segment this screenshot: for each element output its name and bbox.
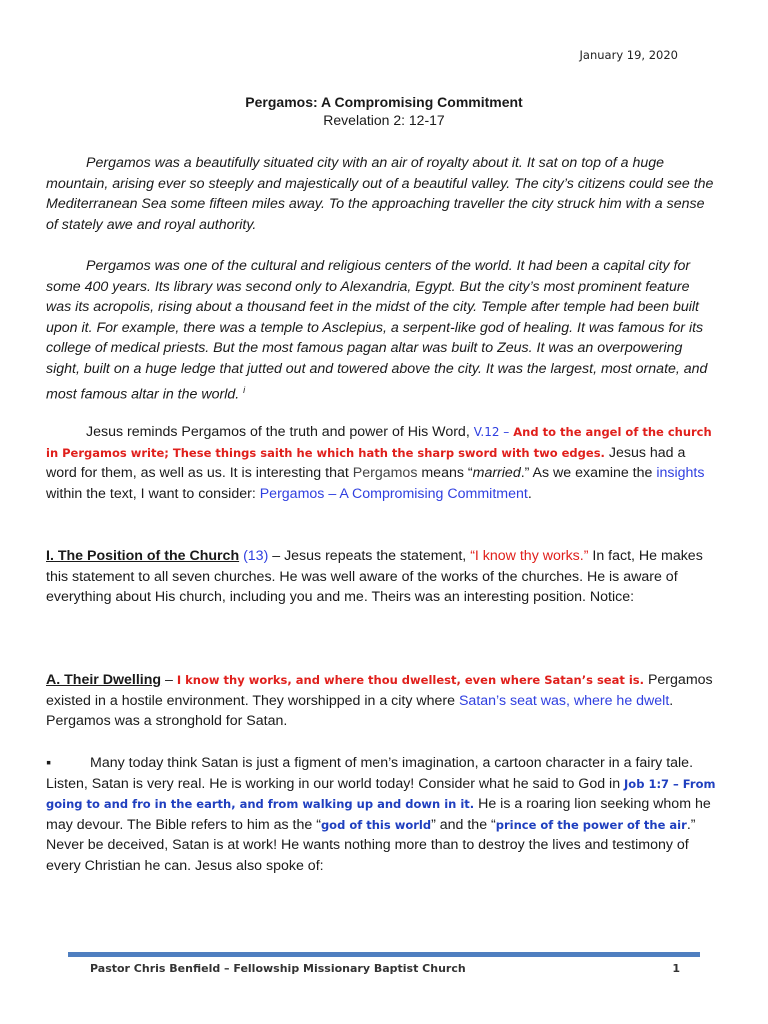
section-1-text-a: – Jesus repeats the statement, [268, 548, 471, 564]
section-a-quote: I know thy works, and where thou dwellest, even where Satan’s seat is. [176, 673, 645, 687]
section-1 [46, 546, 716, 608]
footer-rule [68, 952, 700, 957]
section-1-text-b: In fact, He makes this statement to all seven churches. He was well aware of the works of the churches. He is aware of everything about His church, including you and me. Theirs was an interesting position. Notice: [46, 548, 703, 606]
bullet-1-prince: prince of the power of the air [495, 817, 687, 832]
date: January 19, 2020 [579, 48, 678, 62]
scripture-reference: Revelation 2: 12-17 [323, 112, 445, 128]
p3-pergamos: Pergamos [352, 465, 418, 482]
p3-topic: Pergamos – A Compromising Commitment [259, 485, 528, 502]
section-a-blue: Satan’s seat was, where he dwelt [458, 692, 670, 709]
p3-text-e: within the text, I want to consider: [46, 485, 260, 502]
footer-author: Pastor Chris Benfield – Fellowship Missionary Baptist Church [90, 962, 466, 975]
verse-quote: And to the angel of the church in Pergamos write; These things saith he which hath the sharp sword with two edges. [46, 425, 712, 460]
page-number: 1 [672, 962, 680, 975]
bullet-1-job: Job 1:7 – From going to and fro in the earth, and from walking up and down in it. [46, 776, 716, 812]
title-block [0, 93, 768, 129]
bullet-1-text-b: He is a roaring lion seeking whom he may devour. The Bible refers to him as the “ [46, 796, 711, 833]
section-1-heading: I. The Position of the Church [46, 548, 240, 564]
bullet-1-god: god of this world [320, 817, 432, 832]
bullet-1-text-d: .” Never be deceived, Satan is at work! He wants nothing more than to destroy the lives and testimony of every Christian he can. Jesus also spoke of: [46, 816, 696, 874]
paragraph-1-text: Pergamos was a beautifully situated city with an air of royalty about it. It sat on top of a huge mountain, arising ever so steeply and majestically out of a beautiful valley. The city’s citizens could see the Mediterranean Sea some fifteen miles away. To the approaching traveller the city struck him with a sense of stately awe and royal authority. [46, 155, 714, 233]
paragraph-3 [46, 422, 716, 504]
bullet-1 [46, 753, 716, 877]
section-a [46, 670, 716, 732]
p3-text-f: . [527, 485, 532, 502]
paragraph-2-text: Pergamos was one of the cultural and religious centers of the world. It had been a capital city for some 400 years. Its library was second only to Alexandria, Egypt. But the city’s most prominent feature was its acropolis, rising about a thousand feet in the midst of the city. Temple after temple had been built upon it. For example, there was a temple to Asclepius, a serpent-like god of healing. It was famous for its college of medical priests. But the most famous pagan altar was built to Zeus. It was an overpowering sight, built on a huge ledge that jutted out and towered above the city. It was the largest, most ornate, and most famous altar in the world. [46, 258, 708, 403]
section-1-ref: (13) [243, 548, 269, 564]
footer [90, 962, 680, 975]
bullet-marker: ▪ [46, 755, 52, 771]
p3-text-c: means “ [417, 465, 473, 482]
section-a-text-b: . Pergamos was a stronghold for Satan. [46, 692, 674, 730]
section-a-heading: A. Their Dwelling [46, 672, 162, 688]
p3-text-d: .” As we examine the [520, 465, 657, 482]
section-a-dash: – [161, 672, 177, 688]
paragraph-2 [46, 256, 716, 405]
section-1-quote: “I know thy works.” [470, 548, 589, 564]
p3-insights: insights [656, 465, 705, 482]
section-a-text-a: Pergamos existed in a hostile environment. They worshipped in a city where [46, 672, 713, 709]
bullet-1-text-a: Many today think Satan is just a figment of men’s imagination, a cartoon character in a fairy tale. Listen, Satan is very real. He is working in our world today! Consider what he said to God in [46, 755, 694, 792]
p3-married: married [472, 465, 521, 482]
sermon-title: Pergamos: A Compromising Commitment [245, 94, 523, 110]
verse-ref: V.12 – [473, 425, 510, 439]
bullet-1-text-c: ” and the “ [431, 816, 496, 833]
p3-text-a: Jesus reminds Pergamos of the truth and power of His Word, [86, 424, 474, 440]
p3-text-b: Jesus had a word for them, as well as us. It is interesting that [46, 444, 686, 482]
endnote-marker: i [243, 384, 246, 395]
paragraph-1 [46, 153, 716, 235]
